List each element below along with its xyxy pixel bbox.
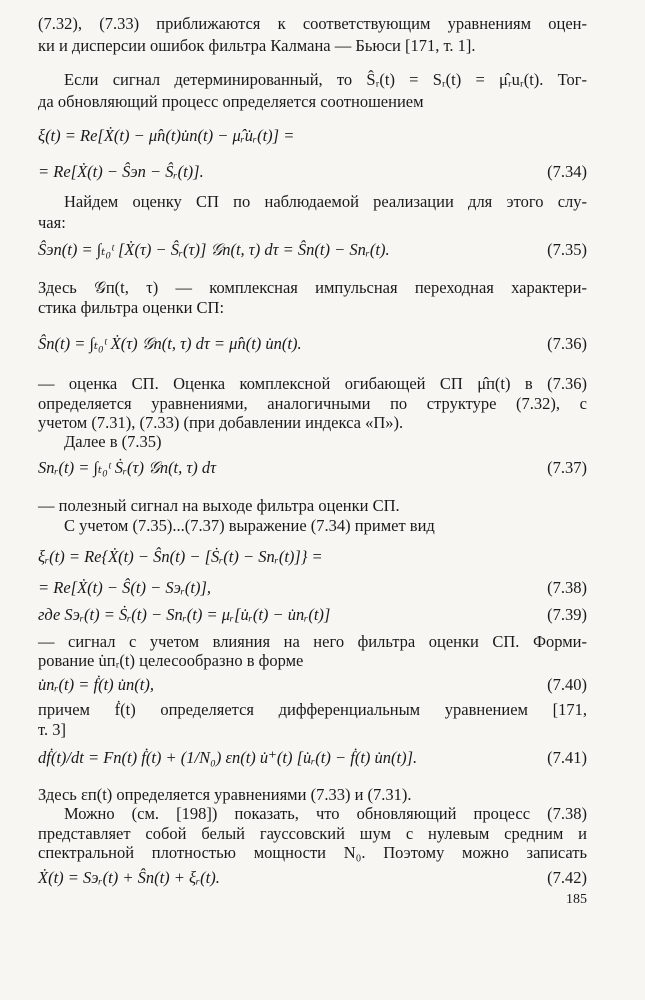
equation-7-34-line-1: ξ(t) = Re[Ẋ(t) − μ̂п(t)u̇п(t) − μ̂ᵣu̇ᵣ(t)] = — [38, 126, 295, 145]
text-line: ки и дисперсии ошибок фильтра Калмана — Бьюси [171, т. 1]. — [38, 36, 476, 55]
text-line: Далее в (7.35) — [64, 432, 162, 451]
text-line: Можно (см. [198]) показать, что обновляющий процесс (7.38) — [64, 804, 587, 823]
equation-7-40: u̇пᵣ(t) = ḟ(t) u̇п(t), — [38, 675, 154, 694]
page-number: 185 — [566, 892, 587, 907]
equation-number: (7.38) — [547, 578, 587, 597]
equation-number: (7.37) — [547, 458, 587, 477]
text-line: представляет собой белый гауссовский шум с нулевым средним и — [38, 824, 587, 843]
equation-7-36: Ŝп(t) = ∫ₜ₀ᵗ Ẋ(τ) 𝒢п(t, τ) dτ = μ̂п(t) u̇п(t). — [38, 334, 302, 353]
text-line: учетом (7.31), (7.33) (при добавлении индекса «П»). — [38, 413, 404, 432]
equation-number: (7.39) — [547, 605, 587, 624]
text-line: да обновляющий процесс определяется соотношением — [38, 92, 424, 111]
equation-number: (7.35) — [547, 240, 587, 259]
equation-number: (7.40) — [547, 675, 587, 694]
text-line: Если сигнал детерминированный, то Ŝᵣ(t) = Sᵣ(t) = μ̂ᵣuᵣ(t). Тог- — [64, 70, 587, 89]
text-line: (7.32), (7.33) приближаются к соответствующим уравнениям оцен- — [38, 14, 587, 33]
equation-7-34-line-2: = Re[Ẋ(t) − Ŝэп − Ŝᵣ(t)]. — [38, 162, 204, 181]
text-line: — полезный сигнал на выходе фильтра оценки СП. — [38, 496, 400, 515]
equation-7-39: где Sэᵣ(t) = Ṡᵣ(t) − Sпᵣ(t) = μᵣ[u̇ᵣ(t) − u̇пᵣ(t)] — [38, 605, 331, 624]
equation-number: (7.34) — [547, 162, 587, 181]
text-line: — сигнал с учетом влияния на него фильтра оценки СП. Форми- — [38, 632, 587, 651]
text-line: С учетом (7.35)...(7.37) выражение (7.34) примет вид — [64, 516, 435, 535]
text-line: Здесь 𝒢п(t, τ) — комплексная импульсная переходная характери- — [38, 278, 587, 297]
text-line: стика фильтра оценки СП: — [38, 298, 225, 317]
equation-number: (7.36) — [547, 334, 587, 353]
text-line: — оценка СП. Оценка комплексной огибающей СП μ̂п(t) в (7.36) — [38, 374, 587, 393]
equation-7-35: Ŝэп(t) = ∫ₜ₀ᵗ [Ẋ(τ) − Ŝᵣ(τ)] 𝒢п(t, τ) dτ = Ŝп(t) − Sпᵣ(t). — [38, 240, 390, 259]
text-line: спектральной плотностью мощности N₀. Поэтому можно записать — [38, 843, 587, 862]
equation-7-42: Ẋ(t) = Sэᵣ(t) + Ŝп(t) + ξᵣ(t). — [38, 868, 220, 887]
text-line: рование u̇пᵣ(t) целесообразно в форме — [38, 651, 304, 670]
text-line: Найдем оценку СП по наблюдаемой реализации для этого слу- — [64, 192, 587, 211]
text-line: т. 3] — [38, 720, 66, 739]
equation-number: (7.41) — [547, 748, 587, 767]
equation-number: (7.42) — [547, 868, 587, 887]
text-line: чая: — [38, 213, 66, 232]
equation-7-37: Sпᵣ(t) = ∫ₜ₀ᵗ Ṡᵣ(τ) 𝒢п(t, τ) dτ — [38, 458, 217, 477]
equation-7-41: dḟ(t)/dt = Fп(t) ḟ(t) + (1/N₀) εп(t) u̇⁺(t) [u̇ᵣ(t) − ḟ(t) u̇п(t)]. — [38, 748, 418, 767]
equation-7-38-line-1: ξᵣ(t) = Re{Ẋ(t) − Ŝп(t) − [Ṡᵣ(t) − Sпᵣ(t)]} = — [38, 547, 323, 566]
text-line: причем ḟ(t) определяется дифференциальным уравнением [171, — [38, 700, 587, 719]
text-line: Здесь εп(t) определяется уравнениями (7.33) и (7.31). — [38, 785, 412, 804]
text-line: определяется уравнениями, аналогичными по структуре (7.32), с — [38, 394, 587, 413]
equation-7-38-line-2: = Re[Ẋ(t) − Ŝ(t) − Sэᵣ(t)], — [38, 578, 212, 597]
